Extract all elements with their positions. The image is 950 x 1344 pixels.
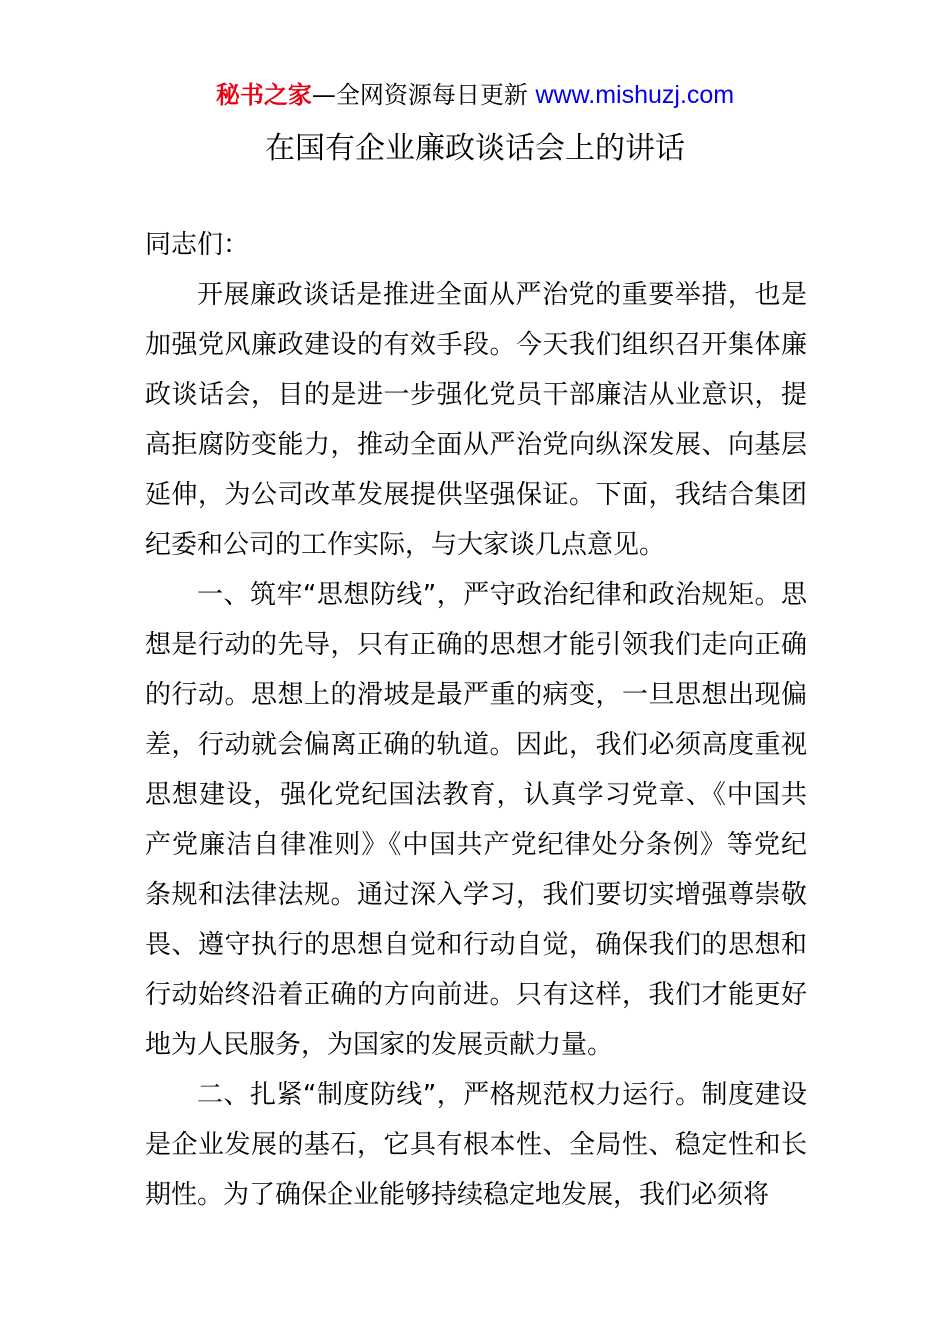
paragraph-intro: 开展廉政谈话是推进全面从严治党的重要举措，也是加强党风廉政建设的有效手段。今天我们组织召开集体廉政谈话会，目的是进一步强化党员干部廉洁从业意识，提高拒腐防变能力，推动全面从严治党向纵深发展、向基层延伸，为公司改革发展提供坚强保证。下面，我结合集团纪委和公司的工作实际，与大家谈几点意见。 (145, 280, 807, 560)
site-url-link[interactable]: www.mishuzj.com (535, 81, 735, 109)
salutation: 同志们： (145, 230, 250, 260)
document-title: 在国有企业廉政谈话会上的讲话 (265, 131, 685, 166)
paragraph-section-1: 一、筑牢“思想防线”，严守政治纪律和政治规矩。思想是行动的先导，只有正确的思想才能引领我们走向正确的行动。思想上的滑坡是最严重的病变，一旦思想出现偏差，行动就会偏离正确的轨道。因此，我们必须高度重视思想建设，强化党纪国法教育，认真学习党章、《中国共产党廉洁自律准则》《中国共产党纪律处分条例》等党纪条规和法律法规。通过深入学习，我们要切实增强尊崇敬畏、遵守执行的思想自觉和行动自觉，确保我们的思想和行动始终沿着正确的方向前进。只有这样，我们才能更好地为人民服务，为国家的发展贡献力量。 (145, 580, 807, 1060)
brand-name: 秘书之家 (215, 81, 312, 109)
document-body (145, 220, 807, 1220)
header-tagline: —全网资源每日更新 (311, 81, 528, 109)
paragraph-section-2: 二、扎紧“制度防线”，严格规范权力运行。制度建设是企业发展的基石，它具有根本性、全局性、稳定性和长期性。为了确保企业能够持续稳定地发展，我们必须将 (145, 1080, 807, 1210)
site-header (0, 78, 950, 112)
